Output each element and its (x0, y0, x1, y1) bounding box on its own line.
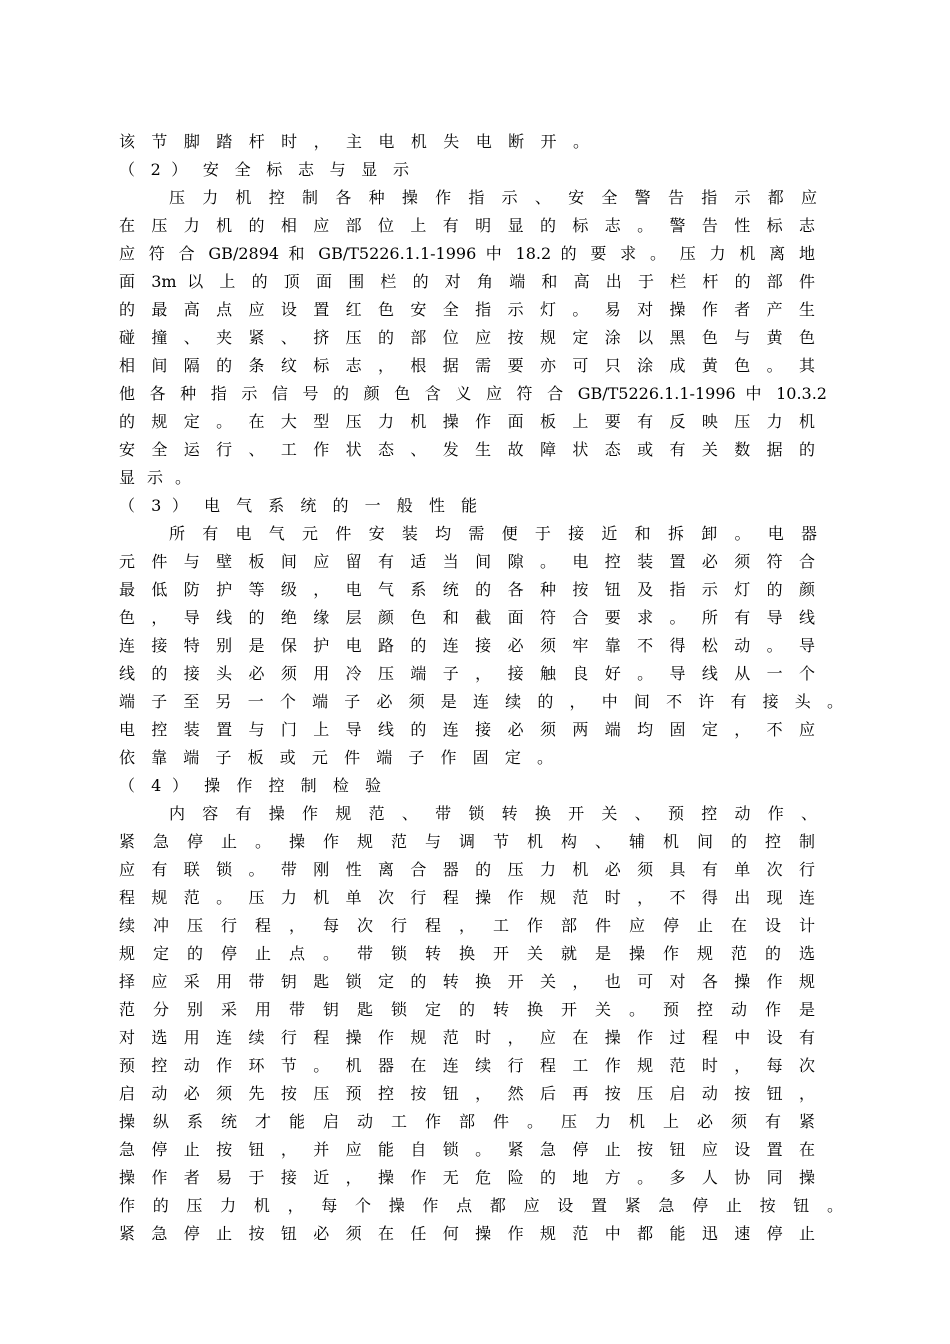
text-line: 色 ， 导 线 的 绝 缘 层 颜 色 和 截 面 符 合 要 求 。 所 有 导 线 (119, 608, 815, 627)
text-line: 作 的 压 力 机 ， 每 个 操 作 点 都 应 设 置 紧 急 停 止 按 钮 。 (119, 1196, 843, 1215)
text-line: 的 规 定 。 在 大 型 压 力 机 操 作 面 板 上 要 有 反 映 压 力 机 (119, 412, 815, 431)
text-line: 最 低 防 护 等 级 ， 电 气 系 统 的 各 种 按 钮 及 指 示 灯 的 颜 (119, 580, 815, 599)
text-line: 规 定 的 停 止 点 。 带 锁 转 换 开 关 就 是 操 作 规 范 的 选 (119, 944, 815, 963)
text-line: 内 容 有 操 作 规 范 、 带 锁 转 换 开 关 、 预 控 动 作 、 (169, 804, 817, 823)
text-line: 操 纵 系 统 才 能 启 动 工 作 部 件 。 压 力 机 上 必 须 有 紧 (119, 1112, 815, 1131)
section-heading-4: （ 4 ） 操 作 控 制 检 验 (119, 776, 381, 795)
text-line: 预 控 动 作 环 节 。 机 器 在 连 续 行 程 工 作 规 范 时 ， 每 次 (119, 1056, 815, 1075)
text-line: 相 间 隔 的 条 纹 标 志 ， 根 据 需 要 亦 可 只 涂 成 黄 色 。 其 (119, 356, 815, 375)
text-line: 紧 急 停 止 。 操 作 规 范 与 调 节 机 构 、 辅 机 间 的 控 制 (119, 832, 815, 851)
text-line: 端 子 至 另 一 个 端 子 必 须 是 连 续 的 ， 中 间 不 许 有 接 头 。 (119, 692, 843, 711)
text-line: 的 最 高 点 应 设 置 红 色 安 全 指 示 灯 。 易 对 操 作 者 产 生 (119, 300, 815, 319)
text-line: 急 停 止 按 钮 ， 并 应 能 自 锁 。 紧 急 停 止 按 钮 应 设 置 在 (119, 1140, 815, 1159)
text-line: 碰 撞 、 夹 紧 、 挤 压 的 部 位 应 按 规 定 涂 以 黑 色 与 黄 色 (119, 328, 815, 347)
section-heading-3: （ 3 ） 电 气 系 统 的 一 般 性 能 (119, 496, 477, 515)
text-line: 操 作 者 易 于 接 近 ， 操 作 无 危 险 的 地 方 。 多 人 协 同 操 (119, 1168, 815, 1187)
text-line: 电 控 装 置 与 门 上 导 线 的 连 接 必 须 两 端 均 固 定 ， 不 应 (119, 720, 815, 739)
text-line: 依 靠 端 子 板 或 元 件 端 子 作 固 定 。 (119, 748, 553, 767)
text-line: 择 应 采 用 带 钥 匙 锁 定 的 转 换 开 关 ， 也 可 对 各 操 作 规 (119, 972, 815, 991)
text-line: 面 3m 以 上 的 顶 面 围 栏 的 对 角 端 和 高 出 于 栏 杆 的 部 件 (119, 272, 815, 291)
section-heading-2: （ 2 ） 安 全 标 志 与 显 示 (119, 160, 409, 179)
text-line: 续 冲 压 行 程 ， 每 次 行 程 ， 工 作 部 件 应 停 止 在 设 计 (119, 916, 815, 935)
text-line: 安 全 运 行 、 工 作 状 态 、 发 生 故 障 状 态 或 有 关 数 据 的 (119, 440, 815, 459)
text-line: 范 分 别 采 用 带 钥 匙 锁 定 的 转 换 开 关 。 预 控 动 作 是 (119, 1000, 815, 1019)
text-line: 该 节 脚 踏 杆 时 ， 主 电 机 失 电 断 开 。 (119, 132, 589, 151)
text-line: 所 有 电 气 元 件 安 装 均 需 便 于 接 近 和 拆 卸 。 电 器 (169, 524, 817, 543)
text-line: 程 规 范 。 压 力 机 单 次 行 程 操 作 规 范 时 ， 不 得 出 现 连 (119, 888, 815, 907)
text-line: 紧 急 停 止 按 钮 必 须 在 任 何 操 作 规 范 中 都 能 迅 速 停 止 (119, 1224, 815, 1243)
text-line: 连 接 特 别 是 保 护 电 路 的 连 接 必 须 牢 靠 不 得 松 动 。 导 (119, 636, 815, 655)
text-line: 他 各 种 指 示 信 号 的 颜 色 含 义 应 符 合 GB/T5226.1.1-1996 中 10.3.2 (119, 384, 827, 403)
text-line: 应 符 合 GB/2894 和 GB/T5226.1.1-1996 中 18.2 的 要 求 。 压 力 机 离 地 (119, 244, 815, 263)
text-line: 元 件 与 壁 板 间 应 留 有 适 当 间 隙 。 电 控 装 置 必 须 符 合 (119, 552, 815, 571)
text-line: 应 有 联 锁 。 带 刚 性 离 合 器 的 压 力 机 必 须 具 有 单 次 行 (119, 860, 815, 879)
text-line: 启 动 必 须 先 按 压 预 控 按 钮 ， 然 后 再 按 压 启 动 按 钮 ， (119, 1084, 815, 1103)
text-line: 对 选 用 连 续 行 程 操 作 规 范 时 ， 应 在 操 作 过 程 中 设 有 (119, 1028, 815, 1047)
text-line: 线 的 接 头 必 须 用 冷 压 端 子 ， 接 触 良 好 。 导 线 从 一 个 (119, 664, 815, 683)
text-line: 显 示 。 (119, 468, 191, 487)
text-line: 压 力 机 控 制 各 种 操 作 指 示 、 安 全 警 告 指 示 都 应 (169, 188, 817, 207)
text-line: 在 压 力 机 的 相 应 部 位 上 有 明 显 的 标 志 。 警 告 性 标 志 (119, 216, 815, 235)
